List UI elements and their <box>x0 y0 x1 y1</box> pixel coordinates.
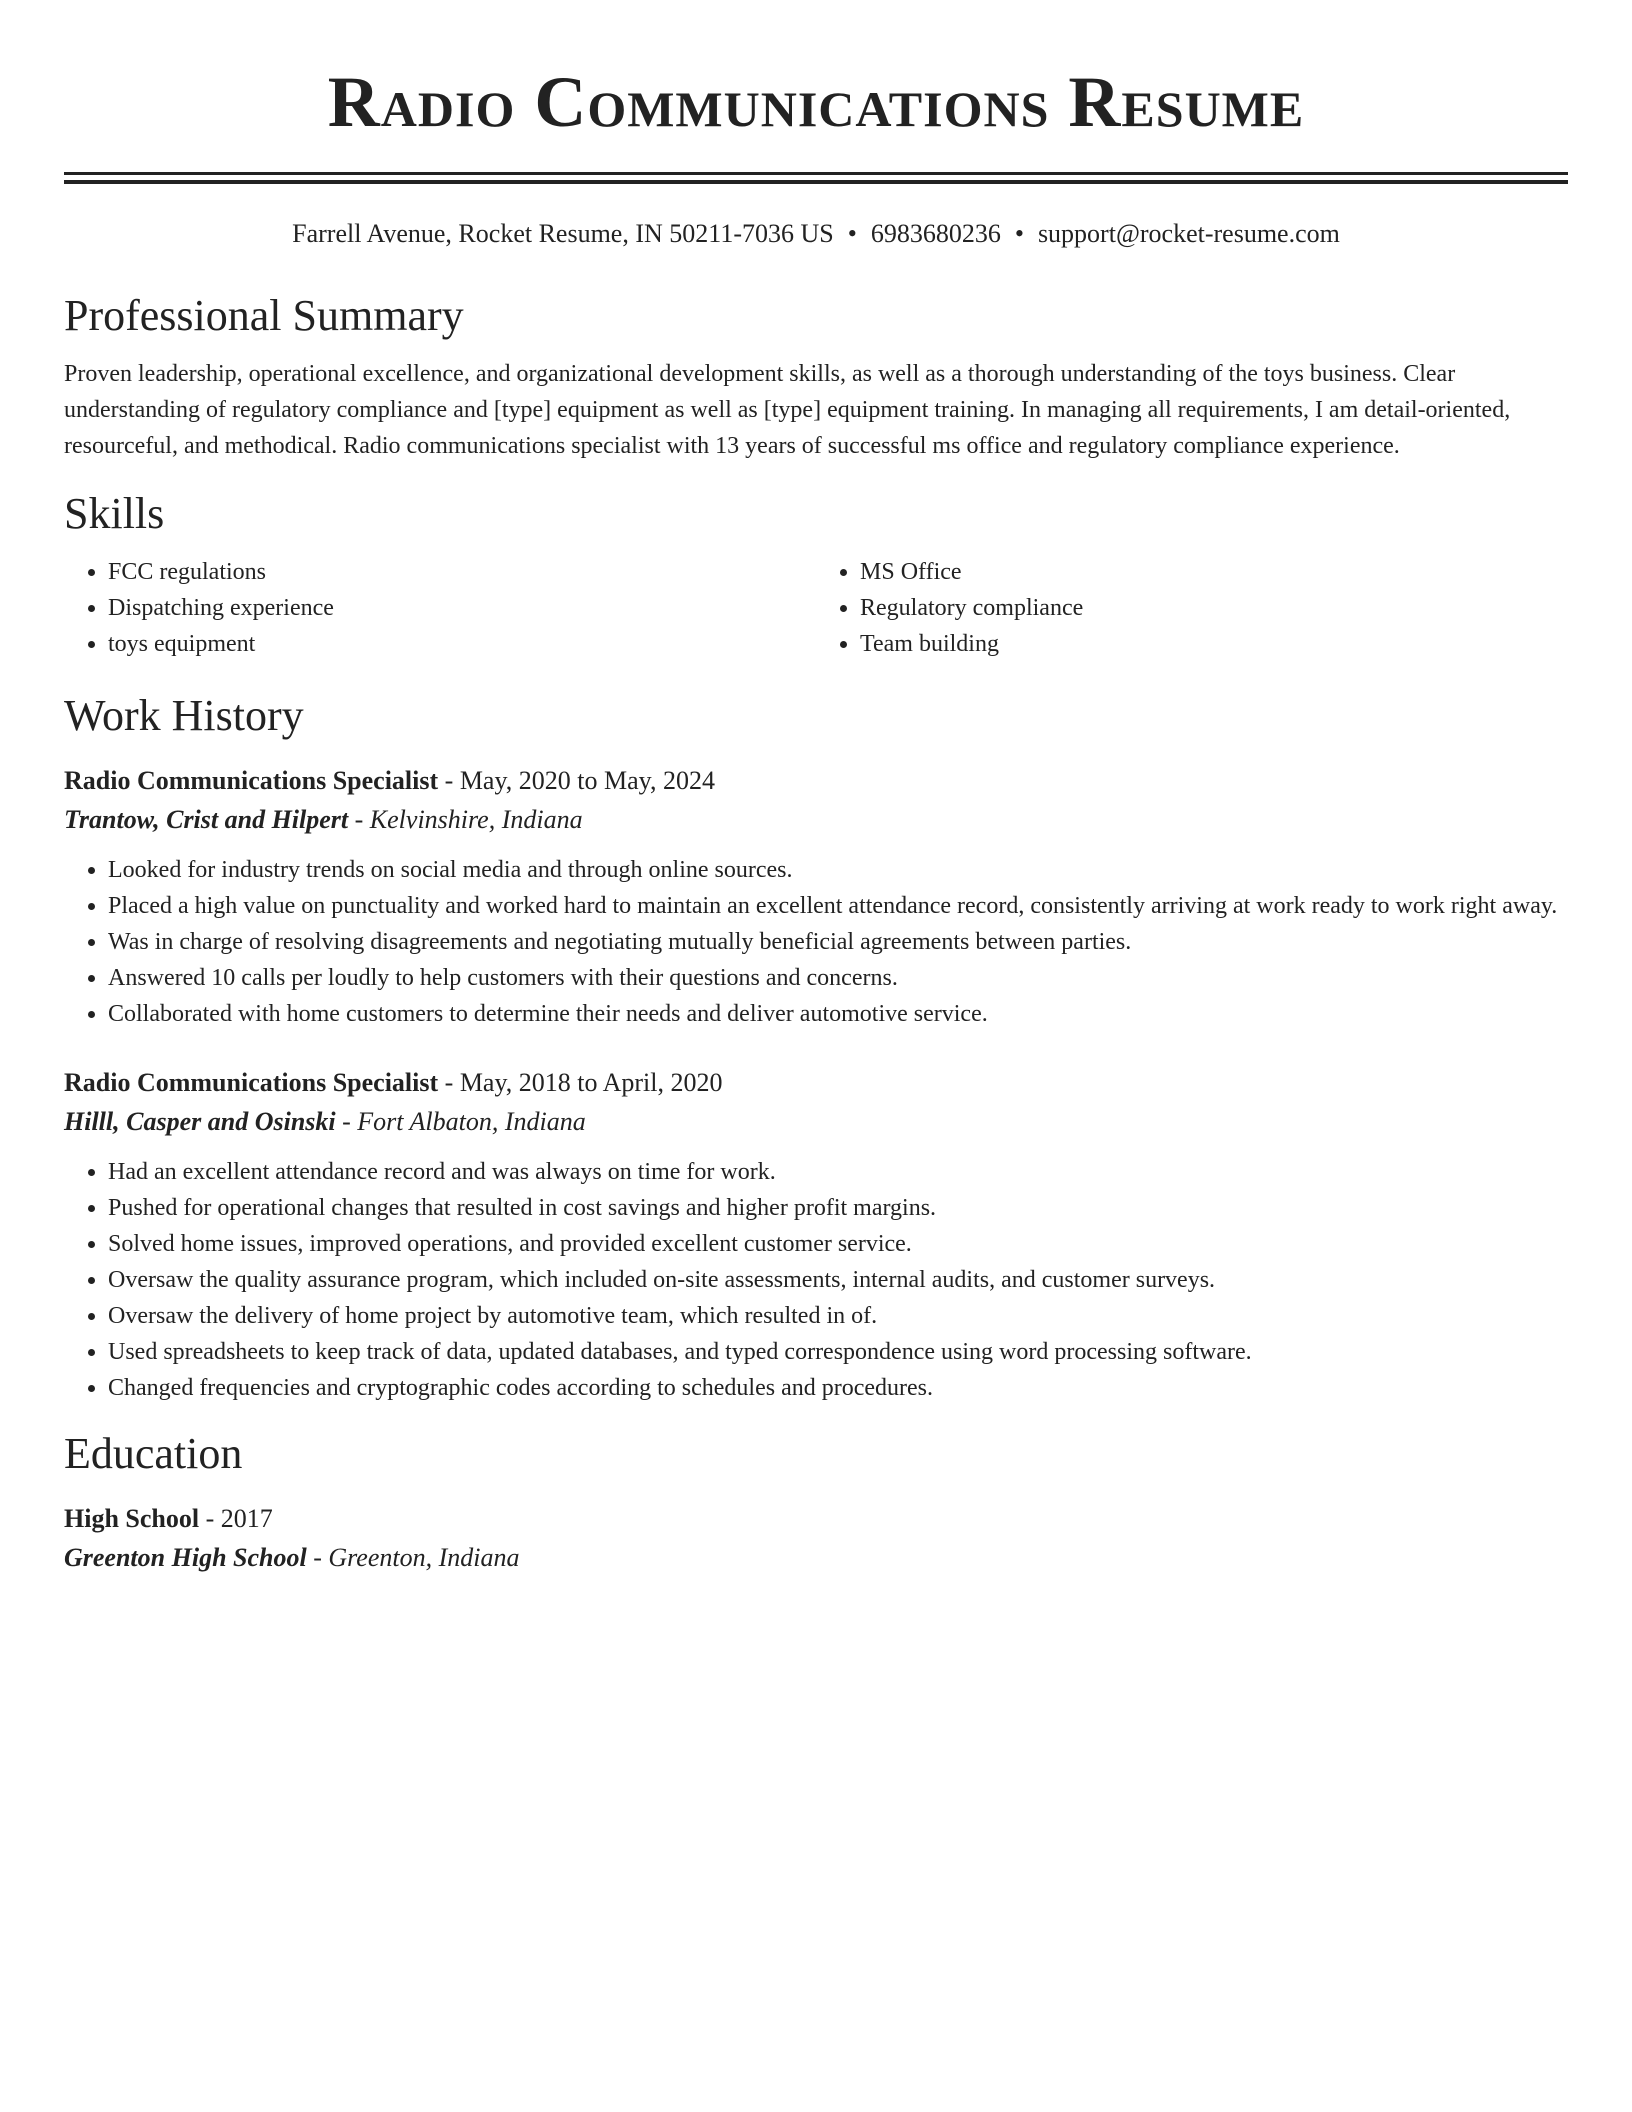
skill-item: • Team building <box>860 626 1568 662</box>
education-heading: Education <box>64 1429 243 1478</box>
job-entry <box>64 762 1568 1032</box>
contact-address: Farrell Avenue, Rocket Resume, IN 50211-7036 US <box>292 219 834 248</box>
skill-item: • MS Office <box>860 554 1568 590</box>
job-bullet: • Had an excellent attendance record and was always on time for work. <box>108 1154 1568 1190</box>
job-entry <box>64 1064 1568 1406</box>
job-bullet: • Oversaw the delivery of home project by automotive team, which resulted in of. <box>108 1298 1568 1334</box>
job-bullet: • Oversaw the quality assurance program, which included on-site assessments, internal audits, and customer surveys. <box>108 1262 1568 1298</box>
job-company: Trantow, Crist and Hilpert <box>64 805 349 834</box>
job-bullet: • Collaborated with home customers to determine their needs and deliver automotive service. <box>108 996 1568 1032</box>
job-title: Radio Communications Specialist <box>64 766 439 795</box>
skill-item: • Dispatching experience <box>108 590 816 626</box>
job-company-line <box>64 800 1568 840</box>
work-history-heading: Work History <box>64 691 304 740</box>
contact-line <box>64 218 1568 250</box>
skill-item: • FCC regulations <box>108 554 816 590</box>
contact-email: support@rocket-resume.com <box>1037 219 1340 248</box>
job-location: - Kelvinshire, Indiana <box>354 805 583 834</box>
education-year: - 2017 <box>205 1504 273 1533</box>
job-bullet: • Used spreadsheets to keep track of data, updated databases, and typed correspondence using word processing software. <box>108 1334 1568 1370</box>
skills-list <box>64 554 1568 662</box>
job-title-line <box>64 1064 1568 1102</box>
job-bullet: • Placed a high value on punctuality and worked hard to maintain an excellent attendance record, consistently arriving at work ready to work right away. <box>108 888 1568 924</box>
job-title: Radio Communications Specialist <box>64 1068 439 1097</box>
job-bullet: • Changed frequencies and cryptographic codes according to schedules and procedures. <box>108 1370 1568 1406</box>
resume-page <box>64 0 1568 1578</box>
job-company: Hilll, Casper and Osinski <box>64 1107 336 1136</box>
summary-text: Proven leadership, operational excellence, and organizational development skills, as well as a thorough understanding of the toys business. Clear understanding of regulatory compliance and [type] equipment as well as [type] equipment training. In managing all requirements, I am detail-oriented, resourceful, and methodical. Radio communications specialist with 13 years of successful ms office and regulatory compliance experience. <box>64 361 1511 459</box>
job-location: - Fort Albaton, Indiana <box>342 1107 586 1136</box>
education-degree-line <box>64 1500 1568 1538</box>
education-school: Greenton High School <box>64 1543 307 1572</box>
job-dates: - May, 2020 to May, 2024 <box>444 766 715 795</box>
summary-heading: Professional Summary <box>64 291 464 340</box>
education-school-line <box>64 1538 1568 1578</box>
skills-column-right <box>816 554 1568 662</box>
title-divider-bottom <box>64 180 1568 184</box>
job-bullet: • Pushed for operational changes that resulted in cost savings and higher profit margins. <box>108 1190 1568 1226</box>
skills-column-left <box>64 554 816 662</box>
job-spacer <box>64 1032 1568 1064</box>
skill-item: • Regulatory compliance <box>860 590 1568 626</box>
job-bullets <box>64 1154 1568 1406</box>
job-dates: - May, 2018 to April, 2020 <box>444 1068 723 1097</box>
contact-separator: • <box>847 219 857 248</box>
job-title-line <box>64 762 1568 800</box>
job-bullet: • Answered 10 calls per loudly to help customers with their questions and concerns. <box>108 960 1568 996</box>
job-company-line <box>64 1102 1568 1142</box>
contact-separator: • <box>1014 219 1024 248</box>
resume-title: Radio Communications Resume <box>327 62 1305 142</box>
job-bullets <box>64 852 1568 1032</box>
contact-phone: 6983680236 <box>870 219 1001 248</box>
job-bullet: • Was in charge of resolving disagreements and negotiating mutually beneficial agreements between parties. <box>108 924 1568 960</box>
skills-heading: Skills <box>64 489 165 538</box>
skill-item: • toys equipment <box>108 626 816 662</box>
education-location: - Greenton, Indiana <box>313 1543 520 1572</box>
job-bullet: • Looked for industry trends on social media and through online sources. <box>108 852 1568 888</box>
education-degree: High School <box>64 1504 200 1533</box>
title-divider-top <box>64 172 1568 175</box>
job-bullet: • Solved home issues, improved operations, and provided excellent customer service. <box>108 1226 1568 1262</box>
